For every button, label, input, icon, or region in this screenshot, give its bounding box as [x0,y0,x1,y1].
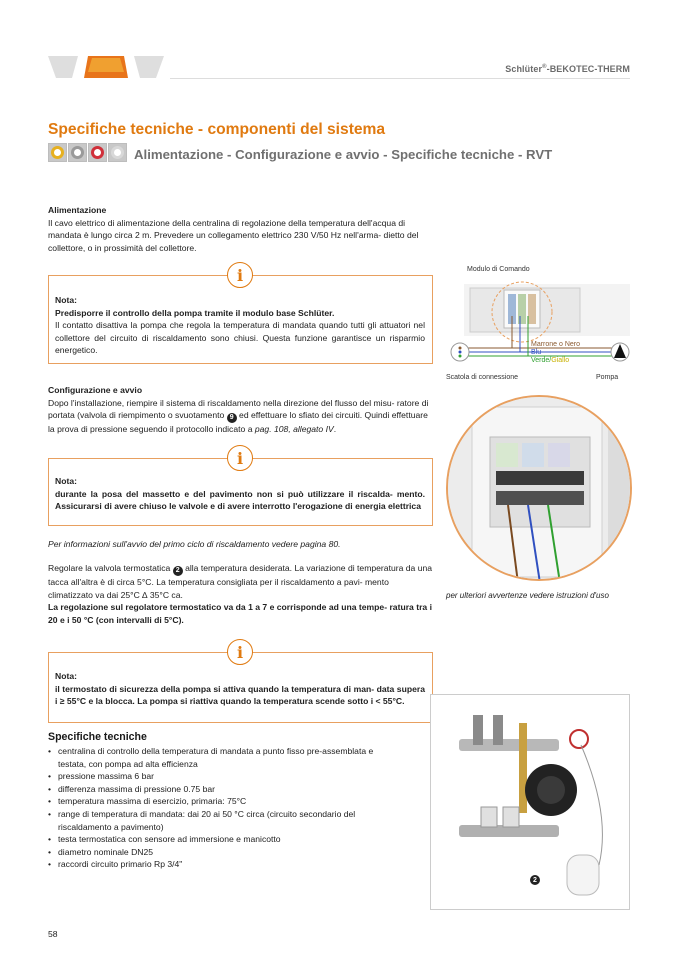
section-heading: Specifiche tecniche [48,731,147,743]
note-content [55,294,425,357]
list-item: • raccordi circuito primario Rp 3/4" [48,858,393,871]
photo-caption: per ulteriori avvertenze vedere istruzioni d'uso [446,591,609,600]
list-item: • differenza massima di pressione 0.75 bar [48,783,393,796]
wire-label-brown: Marrone o Nero [531,341,581,348]
header-tabs-logo [48,52,166,80]
page-number: 58 [48,929,58,939]
page-title: Specifiche tecniche - componenti del sistema [48,121,386,138]
diagram-label-scatola: Scatola di connessione [446,374,518,381]
page-subtitle: Alimentazione - Configurazione e avvio - Specifiche tecniche - RVT [134,147,553,162]
ring-icon [48,143,67,162]
note-bold-text: durante la posa del massetto e del pavimento non si può utilizzare il riscalda- mento. Assicurarsi di avere chiuso le valvole e di avere interrotto l'erogazione di energia elettrica [55,488,425,512]
category-rings [48,143,127,162]
section-alimentazione [48,204,433,254]
list-item: • diametro nominale DN25 [48,846,393,859]
section-text: Dopo l'installazione, riempire il sistema di riscaldamento nella direzione del flusso del misu- ratore di portata (valvola di riempimento o svuotamento 9 ed effettuare lo sfiato dei circuiti. Quindi effettuare la prova di pressione seguendo il protocollo indicato a pag. 108, allegato IV. [48,397,429,435]
ring-icon [68,143,87,162]
section-heading: Configurazione e avvio [48,385,143,395]
list-item: • pressione massima 6 bar [48,770,393,783]
list-item: • testa termostatica con sensore ad immersione e manicotto [48,833,393,846]
brand-name: Schlüter®-BEKOTEC-THERM [505,64,630,74]
number-badge: 2 [530,875,540,885]
section-regolazione [48,562,433,627]
control-module-photo [446,395,632,581]
wire-label-green: Verde/Giallo [531,357,570,364]
note-bold-text: Predisporre il controllo della pompa tramite il modulo base Schlüter. [55,307,335,318]
note-label: Nota: [55,476,77,486]
diagram-label-modulo: Modulo di Comando [467,266,530,273]
wire-label-blue: Blu [531,349,542,356]
list-item: • temperatura massima di esercizio, primaria: 75°C [48,795,393,808]
header-rule [170,78,630,79]
section-bold-text: La regolazione sul regolatore termostatico va da 1 a 7 e corrisponde ad una tempe- ratura tra i 20 e i 50 °C (con intervalli di 5°C). [48,602,432,626]
list-item: • centralina di controllo della temperatura di mandata a punto fisso pre-assemblata e testata, con pompa ad alta efficienza [48,745,393,770]
spec-list [48,745,393,871]
info-icon: i [227,262,253,288]
note-text: Il contatto disattiva la pompa che regola la temperatura di mandata quando tutti gli attuatori nel collettore del circuito di riscaldamento sono chiusi. Questa funzione garantisce un risparmio energetico. [55,320,425,356]
note-bold-text: il termostato di sicurezza della pompa si attiva quando la temperatura di man- data supera i ≥ 55°C e la blocca. La pompa si riattiva quando la temperatura scende sotto i < 55°C. [55,683,425,707]
diagram-label-pompa: Pompa [596,374,619,381]
ring-icon [108,143,127,162]
section-text: Il cavo elettrico di alimentazione della centralina di regolazione della temperatura dell'acqua di mandata è lungo circa 2 m. Prevedere un collegamento elettrico 230 V/50 Hz nell'arma- dietto del collettore, o in prossimità del collettore. [48,217,419,253]
startup-info: Per informazioni sull'avvio del primo ciclo di riscaldamento vedere pagina 80. [48,539,341,549]
note-label: Nota: [55,295,77,305]
note-label: Nota: [55,671,77,681]
note-content [55,475,425,513]
section-specifiche [48,731,393,871]
page-reference: pag. 108, allegato IV [254,424,334,435]
note-content [55,670,425,708]
info-icon: i [227,639,253,665]
list-item: • range di temperatura di mandata: dai 20 ai 50 °C circa (circuito secondario del riscaldamento a pavimento) [48,808,393,833]
section-text: Regolare la valvola termostatica 2 alla temperatura desiderata. La variazione di temperatura da una tacca all'altra è di circa 5°C. La temperatura consigliata per il riscaldamento a pavi- mento climatizzato va dai 25°C ∆ 35°C ca. [48,563,433,600]
ring-icon [88,143,107,162]
number-badge: 9 [227,413,237,423]
number-badge: 2 [173,566,183,576]
section-heading: Alimentazione [48,205,107,215]
section-configurazione [48,384,433,436]
info-icon: i [227,445,253,471]
